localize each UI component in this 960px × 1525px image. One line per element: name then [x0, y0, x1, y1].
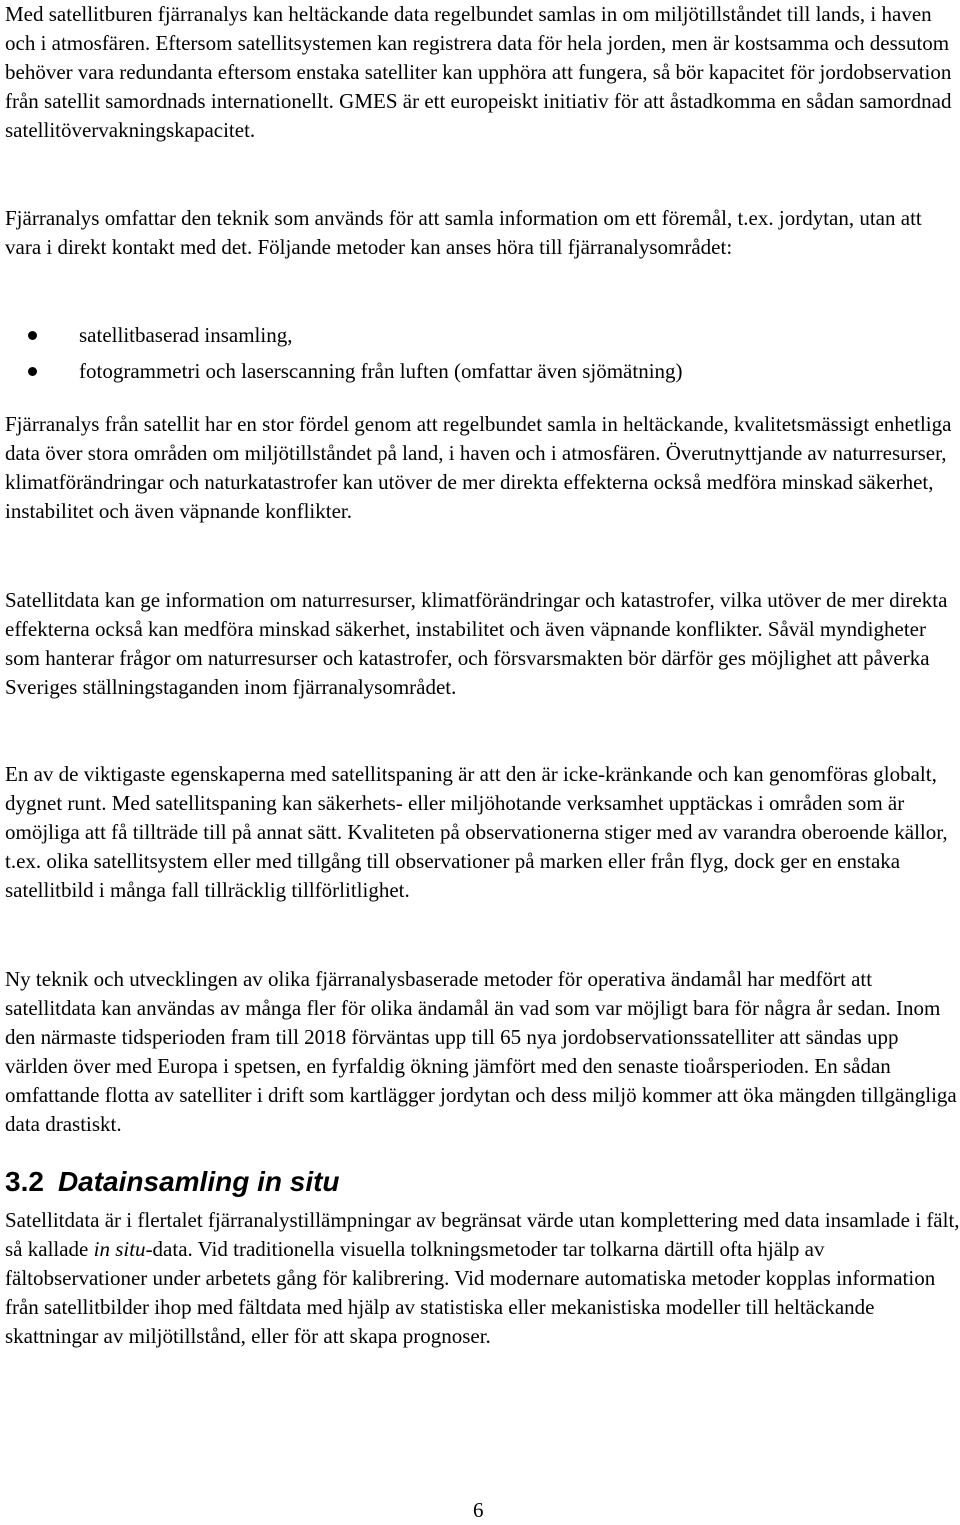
list-item: [5, 357, 683, 386]
paragraph-in-situ-part-2: -data. Vid traditionella visuella tolkningsmetoder tar tolkarna därtill ofta hjälp av fältobservationer under arbetets gång för kalibrering. Vid modernare automatiska metoder kopplas information från satellitbilder ihop med fältdata med hjälp av statistiska eller mekanistiska modeller till heltäckande skattningar av miljötillstånd, eller för att skapa prognoser.: [5, 1237, 936, 1348]
paragraph-in-situ: [5, 1206, 960, 1351]
section-title: Datainsamling in situ: [57, 1166, 340, 1197]
page-number: 6: [473, 1498, 484, 1522]
section-number: 3.2: [5, 1166, 44, 1197]
paragraph-new-technology: Ny teknik och utvecklingen av olika fjärranalysbaserade metoder för operativa ändamål har medfört att satellitdata kan användas av många fler för olika ändamål än vad som var möjligt bara för några år sedan. Inom den närmaste tidsperioden fram till 2018 förväntas upp till 65 nya jordobservationssatelliter att sändas upp världen över med Europa i spetsen, en fyrfaldig ökning jämfört med den senaste tioårsperioden. En sådan omfattande flotta av satelliter i drift som kartlägger jordytan och dess miljö kommer att öka mängden tillgängliga data drastiskt.: [5, 967, 957, 1136]
paragraph-satellite-reconnaissance: En av de viktigaste egenskaperna med satellitspaning är att den är icke-kränkande och kan genomföras globalt, dygnet runt. Med satellitspaning kan säkerhets- eller miljöhotande verksamhet upptäckas i områden som är omöjliga att få tillträde till på annat sätt. Kvaliteten på observationerna stiger med av varandra oberoende källor, t.ex. olika satellitsystem eller med tillgång till observationer på marken eller från flyg, dock ger en enstaka satellitbild i många fall tillräcklig tillförlitlighet.: [5, 762, 948, 902]
bullet-icon: [28, 367, 37, 376]
list-item-text: satellitbaserad insamling,: [79, 323, 293, 347]
paragraph-satellite-data-info: Satellitdata kan ge information om naturresurser, klimatförändringar och katastrofer, vilka utöver de mer direkta effekterna också kan medföra minskad säkerhet, instabilitet och även väpnande konflikter. Såväl myndigheter som hanterar frågor om naturresurser och katastrofer, och försvarsmakten bör därför ges möjlighet att påverka Sveriges ställningstaganden inom fjärranalysområdet.: [5, 588, 948, 699]
bullet-icon: [28, 331, 37, 340]
list-item-text: fotogrammetri och laserscanning från luften (omfattar även sjömätning): [79, 359, 683, 383]
section-heading: [5, 1162, 340, 1202]
paragraph-in-situ-italic: in situ: [93, 1237, 146, 1261]
list-item: [5, 321, 683, 350]
methods-list: [5, 321, 683, 386]
paragraph-gmes: Med satellitburen fjärranalys kan heltäckande data regelbundet samlas in om miljötillståndet till lands, i haven och i atmosfären. Eftersom satellitsystemen kan registrera data för hela jorden, men är kostsamma och dessutom behöver vara redundanta eftersom enstaka satelliter kan upphöra att fungera, så bör kapacitet för jordobservation från satellit samordnads internationellt. GMES är ett europeiskt initiativ för att åstadkomma en sådan samordnad satellitövervakningskapacitet.: [5, 2, 952, 142]
paragraph-remote-sensing-definition: Fjärranalys omfattar den teknik som används för att samla information om ett föremål, t.ex. jordytan, utan att vara i direkt kontakt med det. Följande metoder kan anses höra till fjärranalysområdet:: [5, 206, 922, 259]
paragraph-in-situ-part-1: Satellitdata är i flertalet fjärranalystillämpningar av begränsat värde utan komplettering med data insamlade i fält, så kallade: [5, 1208, 960, 1261]
paragraph-satellite-advantage: Fjärranalys från satellit har en stor fördel genom att regelbundet samla in heltäckande, kvalitetsmässigt enhetliga data över stora områden om miljötillståndet på land, i haven och i atmosfären. Överutnyttjande av naturresurser, klimatförändringar och naturkatastrofer kan utöver de mer direkta effekterna också medföra minskad säkerhet, instabilitet och även väpnande konflikter.: [5, 412, 952, 523]
